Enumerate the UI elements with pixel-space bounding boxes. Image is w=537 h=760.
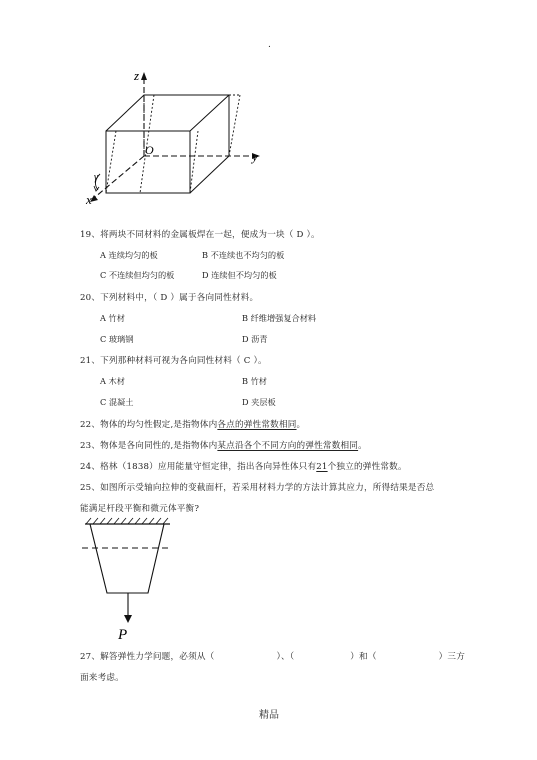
q21-option-b: B 竹材 [242, 376, 267, 386]
question-22 [80, 418, 305, 430]
q27-part-3: ）和（ [350, 652, 377, 662]
header-dot: . [268, 40, 271, 50]
question-23 [80, 439, 367, 451]
origin-label: O [145, 143, 154, 157]
q27-part-4: ）三方 [438, 652, 466, 662]
q21-option-d: D 夹层板 [242, 397, 276, 407]
footer-label: 精品 [259, 710, 279, 721]
load-arrow-icon [124, 615, 132, 623]
axis-y-label: y [252, 149, 258, 164]
q19-option-a: A 连续均匀的板 [100, 250, 158, 260]
question-24 [80, 460, 407, 472]
load-label: P [118, 627, 128, 643]
q27-part-2: ）、（ [276, 652, 295, 662]
question-27-line-2: 面来考虑。 [80, 673, 124, 683]
q22-suffix: 。 [296, 420, 306, 430]
q20-option-c: C 玻璃钢 [100, 334, 134, 344]
q19-option-d: D 连续但不均匀的板 [202, 270, 277, 280]
question-20: 20、下列材料中，（ D ）属于各向同性材料。 [80, 293, 259, 303]
question-19: 19、将两块不同材料的金属板焊在一起，便成为一块（ D ）。 [80, 230, 320, 240]
tapered-bar-figure [80, 516, 180, 644]
angle-label: γ [94, 172, 98, 183]
question-25-line-2: 能满足杆段平衡和微元体平衡? [80, 504, 200, 514]
q20-option-a: A 竹材 [100, 313, 125, 323]
q24-suffix: 个独立的弹性常数。 [327, 462, 407, 472]
question-27-line-1 [80, 650, 465, 662]
q27-part-1: 27、解答弹性力学问题，必须从（ [80, 652, 215, 662]
axis-z-label: z [134, 68, 140, 83]
axis-x-label: x [86, 192, 92, 207]
q19-option-b: B 不连续也不均匀的板 [202, 250, 285, 260]
question-21: 21、下列那种材料可视为各向同性材料（ C ）。 [80, 356, 267, 366]
q21-option-a: A 木材 [100, 376, 125, 386]
q23-prefix: 23、物体是各向同性的,是指物体内 [80, 441, 218, 451]
q22-prefix: 22、物体的均匀性假定,是指物体内 [80, 420, 218, 430]
shear-cube-figure [80, 64, 270, 209]
q24-answer: 21 [316, 462, 328, 472]
q19-option-c: C 不连续但均匀的板 [100, 270, 175, 280]
q22-answer: 各点的弹性常数相同 [217, 420, 297, 430]
q23-suffix: 。 [358, 441, 367, 451]
q20-option-b: B 纤维增强复合材料 [242, 313, 317, 323]
q23-answer: 某点沿各个不同方向的弹性常数相同 [217, 441, 359, 451]
q24-prefix: 24、格林（1838）应用能量守恒定律，指出各向异性体只有 [80, 462, 317, 472]
q20-option-d: D 沥青 [242, 334, 268, 344]
z-arrow-icon [141, 72, 147, 80]
question-25-line-1: 25、如图所示受轴向拉伸的变截面杆，若采用材料力学的方法计算其应力，所得结果是否总 [80, 483, 435, 493]
q21-option-c: C 混凝土 [100, 397, 134, 407]
